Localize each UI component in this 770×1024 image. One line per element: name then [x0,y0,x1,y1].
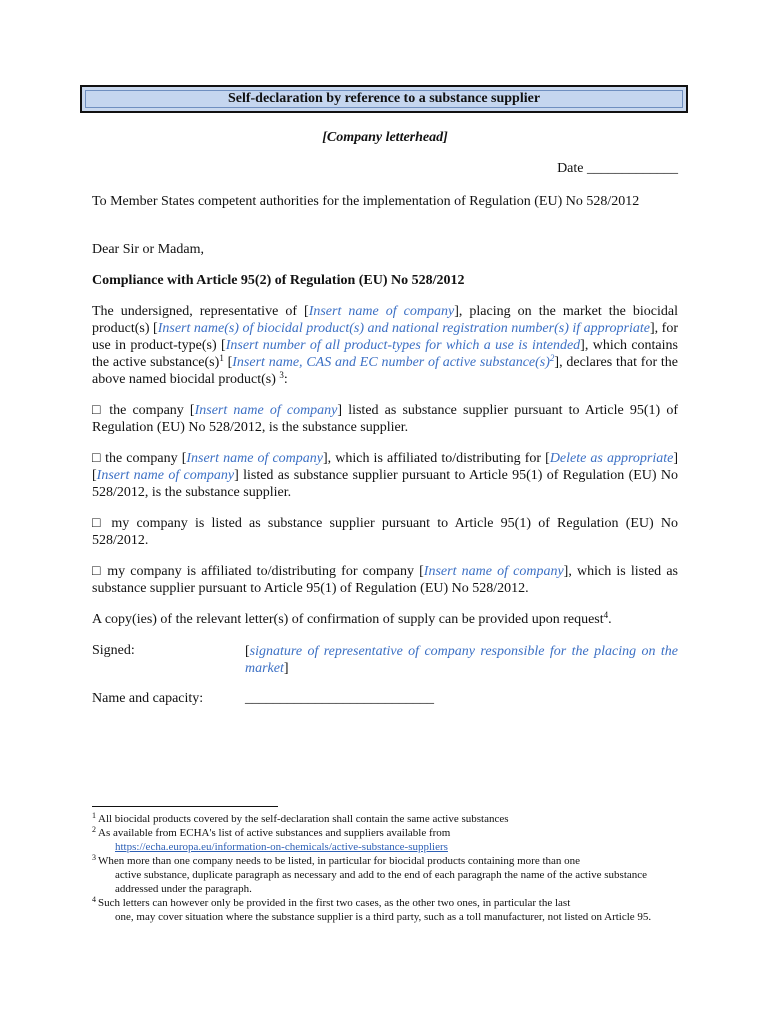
company-letterhead: [Company letterhead] [322,130,448,145]
declaration-paragraph [92,303,678,388]
text: . [608,612,612,627]
placeholder-company: Insert name of company [308,304,455,319]
document-title: Self-declaration by reference to a substance supplier [85,90,683,108]
text: A copy(ies) of the relevant letter(s) of confirmation of supply can be provided upon request [92,612,604,627]
text: □ the company [ [92,451,187,466]
footnote-4 [92,896,678,924]
text: The undersigned, representative of [ [92,304,309,319]
footnote-ref: 4 [603,610,609,620]
text: [ [245,644,250,659]
placeholder-active-substance: Insert name, CAS and EC number of active substance(s) [232,355,550,370]
option-3: □ my company is listed as substance supplier pursuant to Article 95(1) of Regulation (EU) No 528/2012. [92,516,678,548]
placeholder-company: Insert name of company [423,564,564,579]
option-1 [92,402,678,436]
footnote-text: As available from ECHA's list of active substances and suppliers available from [98,827,451,839]
footnote-ref: 2 [549,353,555,363]
footnote-text: When more than one company needs to be listed, in particular for biocidal products containing more than one [98,855,581,867]
text: ] [ [92,451,678,483]
text: ], for use in product-type(s) [ [92,321,678,353]
footnote-text: one, may cover situation where the substance supplier is a third party, such as a toll manufacturer, not listed on Article 95. [115,911,652,923]
footnote-1 [92,812,678,826]
title-box [80,85,688,113]
signature-placeholder [245,643,678,677]
text: [ [223,355,233,370]
text: □ my company is affiliated to/distributing for company [ [92,564,424,579]
placeholder-delete: Delete as appropriate [549,451,674,466]
salutation: Dear Sir or Madam, [92,242,204,257]
placeholder-company: Insert name of company [186,451,324,466]
footnote-3 [92,854,678,896]
signed-label: Signed: [92,643,135,658]
footnote-number: 1 [92,811,96,820]
footnote-text: All biocidal products covered by the self-declaration shall contain the same active substances [98,813,509,825]
echa-link[interactable]: https://echa.europa.eu/information-on-chemicals/active-substance-suppliers [115,841,448,853]
text: ], which is affiliated to/distributing for [ [323,451,550,466]
text: ] [283,661,289,676]
option-4 [92,563,678,597]
footnote-number: 3 [92,853,96,862]
footnote-separator [92,806,278,807]
text: ] listed as substance supplier pursuant to Article 95(1) of Regulation (EU) No 528/2012, is the substance supplier. [92,468,678,500]
footnote-text: active substance, duplicate paragraph as necessary and add to the end of each paragraph the name of the active substance addressed under the paragraph. [115,869,648,895]
subject-line: Compliance with Article 95(2) of Regulation (EU) No 528/2012 [92,273,465,288]
footnote-number: 4 [92,895,96,904]
text: ] listed as substance supplier pursuant to Article 95(1) of Regulation (EU) No 528/2012, is the substance supplier. [92,403,678,435]
name-capacity-line: ___________________________ [245,691,434,706]
text: ], which contains the active substance(s) [92,338,678,370]
copy-statement [92,611,678,628]
addressee: To Member States competent authorities for the implementation of Regulation (EU) No 528/2012 [92,194,640,209]
text: : [283,372,288,387]
text: ], placing on the market the biocidal product(s) [ [92,304,678,336]
text: □ the company [ [92,403,195,418]
footnote-2 [92,826,678,854]
name-capacity-label: Name and capacity: [92,691,204,706]
placeholder-products: Insert name(s) of biocidal product(s) and national registration number(s) if appropriate [157,321,650,336]
text: ], declares that for the above named biocidal product(s) [92,355,678,387]
option-2 [92,450,678,501]
placeholder-company: Insert name of company [96,468,235,483]
placeholder-product-types: Insert number of all product-types for which a use is intended [225,338,581,353]
footnote-number: 2 [92,825,96,834]
footnote-text: Such letters can however only be provided in the first two cases, as the other two ones, in particular the last [98,897,571,909]
placeholder-company: Insert name of company [194,403,338,418]
placeholder-signature: signature of representative of company responsible for the placing on the market [245,644,678,676]
footnote-ref: 3 [279,370,284,380]
date-field: Date _____________ [557,161,678,176]
text: ], which is listed as substance supplier pursuant to Article 95(1) of Regulation (EU) No 528/2012. [92,564,678,596]
footnote-ref: 1 [219,353,224,363]
